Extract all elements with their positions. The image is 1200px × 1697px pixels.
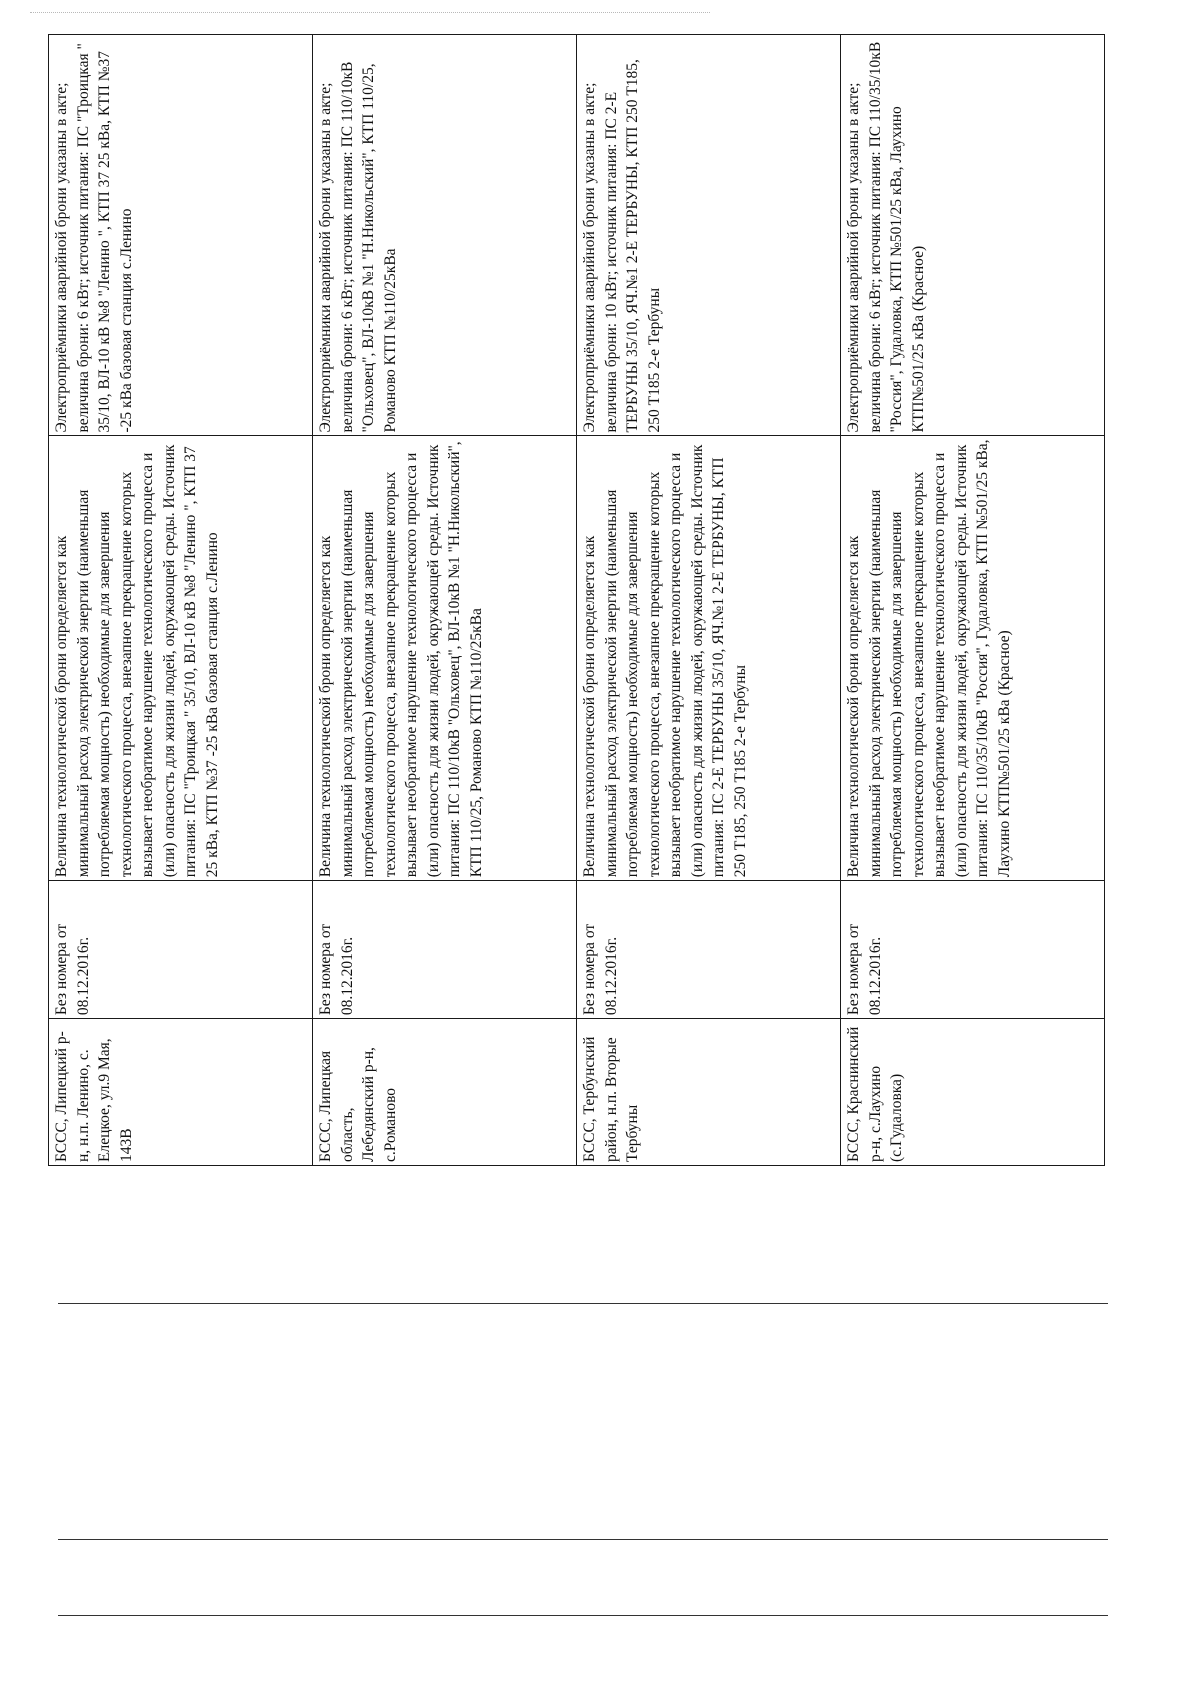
- act-reference-cell: Без номера от 08.12.2016г.: [577, 881, 841, 1019]
- act-reference-cell: Без номера от 08.12.2016г.: [841, 881, 1105, 1019]
- act-reference-cell: Без номера от 08.12.2016г.: [49, 881, 313, 1019]
- rotated-page-area: [48, 32, 1116, 1668]
- technological-reserve-cell: Величина технологической брони определяется как минимальный расход электрической энергии (наименьшая потребляемая мощность) необходимые для завершения технологического процесса, внезапное прекращение которых вызывает необратимое нарушение технологического процесса и (или) опасность для жизни людей, окружающей среды. Источник питания: ПС 110/35/10кВ "Россия", Гудаловка, КТП №501/25 кВа, Лаухино КТП№501/25 кВа (Красное): [841, 436, 1105, 881]
- technological-reserve-cell: Величина технологической брони определяется как минимальный расход электрической энергии (наименьшая потребляемая мощность) необходимые для завершения технологического процесса, внезапное прекращение которых вызывает необратимое нарушение технологического процесса и (или) опасность для жизни людей, окружающей среды. Источник питания: ПС 110/10кВ "Ольховец", ВЛ-10кВ №1 "Н.Никольский", КТП 110/25, Романово КТП №110/25кВа: [313, 436, 577, 881]
- signature-line: [58, 1615, 1108, 1616]
- emergency-reserve-cell: Электроприёмники аварийной брони указаны в акте; величина брони: 6 кВт; источник питания: ПС 110/35/10кВ "Россия", Гудаловка, КТП №501/25 кВа, Лаухино КТП№501/25 кВа (Красное): [841, 35, 1105, 437]
- signature-line: [58, 1539, 1108, 1540]
- technological-reserve-cell: Величина технологической брони определяется как минимальный расход электрической энергии (наименьшая потребляемая мощность) необходимые для завершения технологического процесса, внезапное прекращение которых вызывает необратимое нарушение технологического процесса и (или) опасность для жизни людей, окружающей среды. Источник питания: ПС 2-Е ТЕРБУНЫ 35/10, ЯЧ.№1 2-Е ТЕРБУНЫ, КТП 250 Т185, 250 Т185 2-е Тербуны: [577, 436, 841, 881]
- object-address-cell: БССС, Липецкий р-н, н.п. Ленино, с. Елецкое, ул.9 Мая, 143В: [49, 1019, 313, 1166]
- act-reference-cell: Без номера от 08.12.2016г.: [313, 881, 577, 1019]
- table-row: [49, 35, 313, 1166]
- scan-edge-mark: [30, 12, 710, 13]
- emergency-reserve-cell: Электроприёмники аварийной брони указаны в акте; величина брони: 6 кВт; источник питания: ПС "Троицкая " 35/10, ВЛ-10 кВ №8 "Ленино ", КТП 37 25 кВа, КТП №37 -25 кВа базовая станция с.Ленино: [49, 35, 313, 437]
- table-row: [577, 35, 841, 1166]
- reservation-table: [48, 34, 1105, 1166]
- object-address-cell: БССС, Липецкая область, Лебедянский р-н, с.Романово: [313, 1019, 577, 1166]
- table-row: [841, 35, 1105, 1166]
- technological-reserve-cell: Величина технологической брони определяется как минимальный расход электрической энергии (наименьшая потребляемая мощность) необходимые для завершения технологического процесса, внезапное прекращение которых вызывает необратимое нарушение технологического процесса и (или) опасность для жизни людей, окружающей среды. Источник питания: ПС "Троицкая " 35/10, ВЛ-10 кВ №8 "Ленино ", КТП 37 25 кВа, КТП №37 -25 кВа базовая станция с.Ленино: [49, 436, 313, 881]
- object-address-cell: БССС, Тербунский район, н.п. Вторые Тербуны: [577, 1019, 841, 1166]
- signature-line: [58, 1303, 1108, 1304]
- table-row: [313, 35, 577, 1166]
- rotated-content: [48, 32, 1116, 1668]
- object-address-cell: БССС, Краснинский р-н, с.Лаухино (с.Гудаловка): [841, 1019, 1105, 1166]
- emergency-reserve-cell: Электроприёмники аварийной брони указаны в акте; величина брони: 10 кВт; источник питания: ПС 2-Е ТЕРБУНЫ 35/10, ЯЧ.№1 2-Е ТЕРБУНЫ, КТП 250 Т185, 250 Т185 2-е Тербуны: [577, 35, 841, 437]
- emergency-reserve-cell: Электроприёмники аварийной брони указаны в акте; величина брони: 6 кВт; источник питания: ПС 110/10кВ "Ольховец", ВЛ-10кВ №1 "Н.Никольский", КТП 110/25, Романово КТП №110/25кВа: [313, 35, 577, 437]
